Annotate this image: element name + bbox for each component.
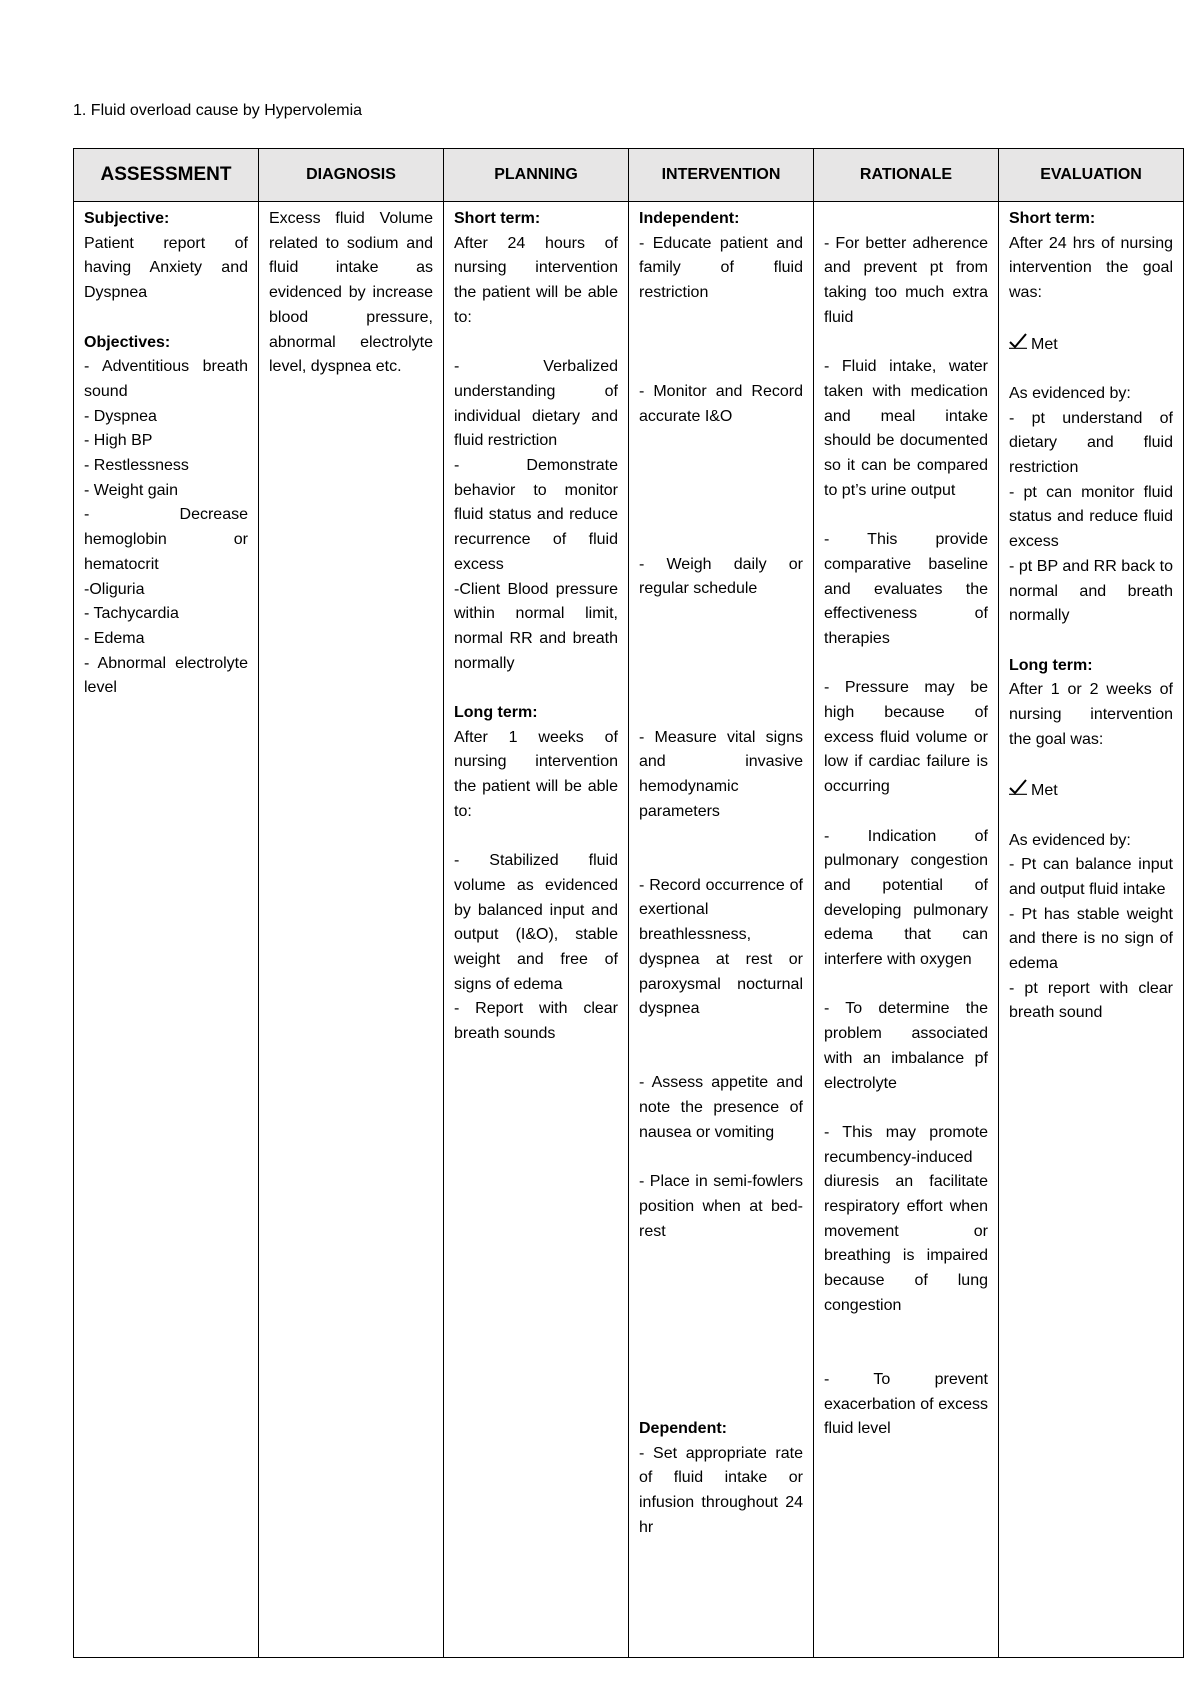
spacer [639, 503, 803, 528]
rationale-text [824, 825, 988, 973]
spacer [639, 1269, 803, 1294]
evaluation-text [1009, 555, 1173, 629]
assessment-text [84, 503, 248, 577]
spacer [639, 479, 803, 504]
line-text: - Decrease hemoglobin or hematocrit [84, 506, 248, 573]
spacer [639, 1145, 803, 1170]
spacer [639, 1294, 803, 1319]
planning-text [454, 355, 618, 454]
spacer [639, 1244, 803, 1269]
line-text: After 24 hrs of nursing intervention the goal was: [1009, 234, 1173, 302]
line-text: Met [1031, 335, 1058, 353]
line-text: After 24 hours of nursing intervention the patient will be able to: [454, 234, 618, 326]
header-rationale: RATIONALE [814, 149, 999, 202]
evaluation-text [1009, 331, 1173, 358]
line-text: - To prevent exacerbation of excess fluid level [824, 1370, 988, 1438]
line-text: - High BP [84, 432, 153, 450]
spacer [824, 503, 988, 528]
spacer [1009, 357, 1173, 382]
evaluation-cell [999, 202, 1184, 1658]
intervention-text [639, 553, 803, 602]
line-text: As evidenced by: [1009, 384, 1131, 402]
line-text: - To determine the problem associated with an imbalance pf electrolyte [824, 1000, 988, 1092]
line-text: - Monitor and Record accurate I&O [639, 382, 803, 425]
spacer [824, 1343, 988, 1368]
spacer [1009, 306, 1173, 331]
line-text: - Place in semi-fowlers position when at bed-rest [639, 1173, 803, 1240]
page-title: 1. Fluid overload cause by Hypervolemia [73, 102, 363, 119]
line-text: Met [1031, 782, 1058, 800]
header-diagnosis: DIAGNOSIS [259, 149, 444, 202]
line-text: - Adventitious breath sound [84, 358, 248, 400]
line-text: - Measure vital signs and invasive hemodynamic parameters [639, 728, 803, 820]
spacer [639, 1047, 803, 1072]
diagnosis-cell [259, 202, 444, 1658]
checkmark-icon [1009, 331, 1031, 356]
intervention-text [639, 874, 803, 1022]
planning-text [454, 997, 618, 1046]
line-text: - pt understand of dietary and fluid restriction [1009, 409, 1173, 476]
diagnosis-text [269, 207, 433, 380]
rationale-text [824, 676, 988, 800]
spacer [639, 602, 803, 627]
line-text: - Abnormal electrolyte level [84, 654, 248, 697]
planning-subheading [454, 701, 618, 726]
spacer [639, 1343, 803, 1368]
assessment-text [84, 652, 248, 701]
spacer [639, 1392, 803, 1417]
spacer [639, 528, 803, 553]
planning-text [454, 454, 618, 578]
planning-text [454, 726, 618, 825]
spacer [639, 306, 803, 331]
assessment-text [84, 454, 248, 479]
intervention-subheading [639, 207, 803, 232]
evaluation-text [1009, 481, 1173, 555]
spacer [639, 701, 803, 726]
spacer [639, 652, 803, 677]
evaluation-text [1009, 678, 1173, 752]
line-text: - pt can monitor fluid status and reduce fluid excess [1009, 483, 1173, 551]
assessment-text [84, 232, 248, 306]
planning-subheading [454, 207, 618, 232]
spacer [639, 454, 803, 479]
line-text: Long term: [454, 704, 538, 722]
line-text: - Educate patient and family of fluid restriction [639, 234, 803, 302]
header-intervention: INTERVENTION [629, 149, 814, 202]
line-text: - Edema [84, 629, 145, 647]
intervention-text [639, 1442, 803, 1541]
line-text: - Dyspnea [84, 407, 157, 425]
line-text: - Assess appetite and note the presence of nausea or vomiting [639, 1074, 803, 1141]
spacer [824, 331, 988, 356]
rationale-cell [814, 202, 999, 1658]
table-row [74, 202, 1184, 1658]
rationale-text [824, 1368, 988, 1442]
line-text: Patient report of having Anxiety and Dyspnea [84, 234, 248, 302]
spacer [1009, 804, 1173, 829]
evaluation-text [1009, 232, 1173, 306]
line-text: After 1 weeks of nursing intervention the patient will be able to: [454, 728, 618, 820]
evaluation-text [1009, 829, 1173, 854]
line-text: - Restlessness [84, 457, 189, 475]
intervention-text [639, 232, 803, 306]
assessment-cell [74, 202, 259, 1658]
nursing-care-plan-table [73, 148, 1184, 1658]
checkmark-icon [1009, 777, 1031, 802]
spacer [824, 1096, 988, 1121]
line-text: Independent: [639, 210, 740, 227]
assessment-text [84, 429, 248, 454]
line-text: - Record occurrence of exertional breathlessness, dyspnea at rest or paroxysmal nocturnal dyspnea [639, 876, 803, 1018]
spacer [639, 429, 803, 454]
line-text: Objectives: [84, 333, 171, 351]
spacer [824, 973, 988, 998]
assessment-subheading [84, 331, 248, 356]
line-text: - Pt can balance input and output fluid intake [1009, 856, 1173, 898]
rationale-text [824, 232, 988, 331]
spacer [639, 1318, 803, 1343]
rationale-text [824, 528, 988, 652]
assessment-text [84, 479, 248, 504]
line-text: - Pt has stable weight and there is no sign of edema [1009, 905, 1173, 973]
planning-text [454, 578, 618, 677]
assessment-text [84, 355, 248, 404]
line-text: - Stabilized fluid volume as evidenced by balanced input and output (I&O), stable weight and free of signs of edema [454, 852, 618, 993]
line-text: - This provide comparative baseline and evaluates the effectiveness of therapies [824, 531, 988, 647]
line-text: - Verbalized understanding of individual dietary and fluid restriction [454, 358, 618, 450]
evaluation-text [1009, 853, 1173, 902]
line-text: - Set appropriate rate of fluid intake or infusion throughout 24 hr [639, 1444, 803, 1536]
spacer [639, 824, 803, 849]
intervention-text [639, 1071, 803, 1145]
assessment-text [84, 405, 248, 430]
line-text: - Report with clear breath sounds [454, 1000, 618, 1043]
planning-text [454, 849, 618, 997]
spacer [454, 676, 618, 701]
rationale-text [824, 997, 988, 1096]
line-text: - Indication of pulmonary congestion and potential of developing pulmonary edema that can interfere with oxygen [824, 827, 988, 969]
header-row [74, 149, 1184, 202]
evaluation-text [1009, 777, 1173, 804]
spacer [639, 1368, 803, 1393]
line-text: - Fluid intake, water taken with medication and meal intake should be documented so it can be compared to pt’s urine output [824, 358, 988, 499]
line-text: - This may promote recumbency-induced diuresis an facilitate respiratory effort when movement or breathing is impaired because of lung congestion [824, 1123, 988, 1314]
spacer [639, 849, 803, 874]
line-text: - pt BP and RR back to normal and breath normally [1009, 557, 1173, 625]
spacer [639, 627, 803, 652]
assessment-text [84, 602, 248, 627]
spacer [639, 676, 803, 701]
spacer [824, 207, 988, 232]
line-text: As evidenced by: [1009, 831, 1131, 849]
line-text: -Oliguria [84, 580, 145, 598]
planning-text [454, 232, 618, 331]
spacer [454, 825, 618, 850]
evaluation-text [1009, 382, 1173, 407]
spacer [639, 1022, 803, 1047]
line-text: Short term: [1009, 210, 1096, 227]
intervention-text [639, 380, 803, 429]
line-text: Subjective: [84, 210, 170, 227]
line-text: - Tachycardia [84, 605, 179, 623]
spacer [84, 306, 248, 331]
header-evaluation: EVALUATION [999, 149, 1184, 202]
assessment-subheading [84, 207, 248, 232]
rationale-text [824, 355, 988, 503]
line-text: -Client Blood pressure within normal limit, normal RR and breath normally [454, 580, 618, 672]
line-text: - Pressure may be high because of excess fluid volume or low if cardiac failure is occurring [824, 679, 988, 796]
line-text: Dependent: [639, 1420, 727, 1438]
header-planning: PLANNING [444, 149, 629, 202]
spacer [824, 1319, 988, 1344]
intervention-subheading [639, 1417, 803, 1442]
evaluation-text [1009, 977, 1173, 1026]
line-text: - For better adherence and prevent pt from taking too much extra fluid [824, 234, 988, 326]
line-text: - Demonstrate behavior to monitor fluid status and reduce recurrence of fluid excess [454, 457, 618, 573]
line-text: Short term: [454, 210, 541, 227]
line-text: Long term: [1009, 656, 1093, 674]
line-text: - Weight gain [84, 481, 178, 499]
spacer [639, 355, 803, 380]
evaluation-text [1009, 407, 1173, 481]
spacer [824, 800, 988, 825]
spacer [1009, 752, 1173, 777]
evaluation-text [1009, 903, 1173, 977]
assessment-text [84, 578, 248, 603]
spacer [454, 331, 618, 356]
spacer [824, 652, 988, 677]
line-text: - pt report with clear breath sound [1009, 979, 1173, 1022]
assessment-text [84, 627, 248, 652]
intervention-text [639, 1170, 803, 1244]
spacer [1009, 629, 1173, 654]
intervention-cell [629, 202, 814, 1658]
line-text: Excess fluid Volume related to sodium and fluid intake as evidenced by increase blood pressure, abnormal electrolyte level, dyspnea etc. [269, 210, 433, 376]
rationale-text [824, 1121, 988, 1319]
planning-cell [444, 202, 629, 1658]
evaluation-subheading [1009, 654, 1173, 679]
line-text: After 1 or 2 weeks of nursing intervention the goal was: [1009, 681, 1173, 748]
line-text: - Weigh daily or regular schedule [639, 555, 803, 598]
header-assessment: ASSESSMENT [74, 149, 259, 202]
spacer [639, 331, 803, 356]
evaluation-subheading [1009, 207, 1173, 232]
intervention-text [639, 726, 803, 825]
